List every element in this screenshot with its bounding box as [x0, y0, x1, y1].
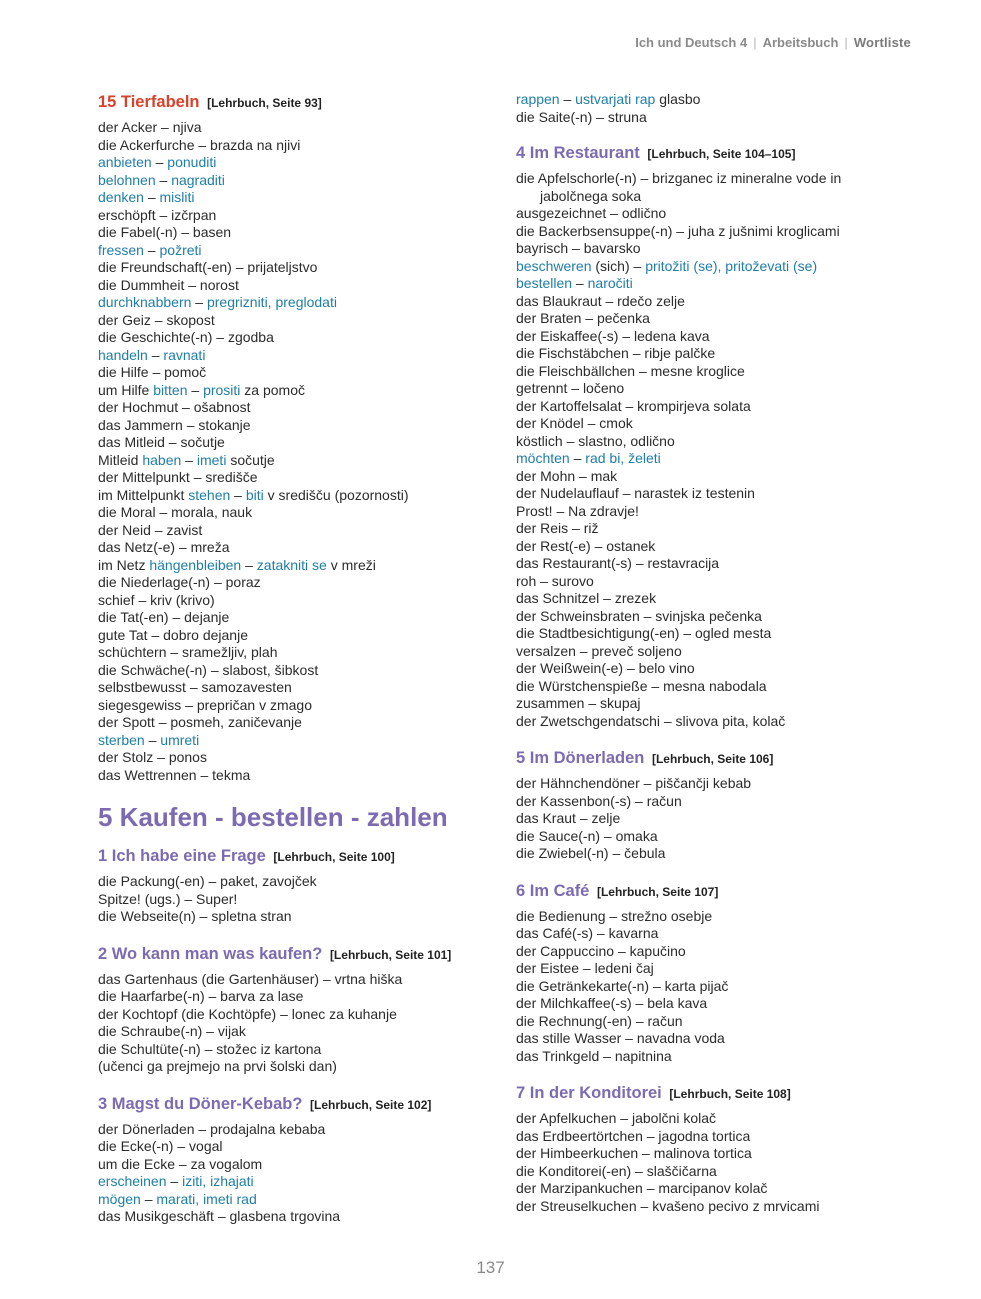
word-entry: die Dummheit – norost: [98, 276, 239, 293]
word-entry: das Schnitzel – zrezek: [516, 590, 657, 606]
word-entry: das Musikgeschäft – glasbena trgovina: [98, 1208, 341, 1224]
word-entry: [98, 172, 493, 190]
word-entry: selbstbewusst – samozavesten: [98, 679, 292, 695]
word-entry: die Zwiebel(-n) – čebula: [516, 845, 666, 861]
section-title-text: 5 Im Dönerladen: [516, 749, 645, 767]
section-title: [98, 1093, 493, 1116]
word-entry: gute Tat – dobro dejanje: [98, 626, 248, 643]
word-entry: erschöpft – izčrpan: [98, 206, 217, 223]
word-entry: (učenci ga prejmejo na prvi šolski dan): [98, 1058, 337, 1074]
header-section: Wortliste: [853, 35, 911, 50]
word-entry: [98, 382, 493, 400]
word-entry: der Hähnchendöner – piščančji kebab: [516, 775, 752, 791]
verb-highlight: fressen: [98, 241, 144, 258]
word-entry: die Haarfarbe(-n) – barva za lase: [98, 988, 304, 1004]
word-entry: [516, 450, 926, 468]
word-list: [516, 775, 926, 863]
word-entry: das Kraut – zelje: [516, 810, 621, 826]
verb-highlight: naročiti: [587, 275, 633, 291]
section-reference: [Lehrbuch, Seite 104–105]: [647, 147, 796, 161]
word-entry: [516, 275, 926, 293]
verb-highlight: hängenbleiben: [149, 556, 242, 573]
verb-highlight: požreti: [159, 241, 202, 258]
section-title-text: 3 Magst du Döner-Kebab?: [98, 1094, 303, 1113]
section-reference: [Lehrbuch, Seite 102]: [310, 1097, 432, 1112]
entry-text: –: [166, 1173, 183, 1189]
section-title-text: 2 Wo kann man was kaufen?: [98, 944, 323, 963]
word-entry: der Schweinsbraten – svinjska pečenka: [516, 607, 762, 624]
section-reference: [Lehrbuch, Seite 107]: [596, 884, 719, 899]
word-entry: [98, 189, 493, 207]
word-entry: [98, 487, 493, 505]
entry-text: v mreži: [326, 556, 376, 573]
entry-text: –: [143, 189, 160, 205]
word-entry: [98, 154, 493, 172]
header-part: Arbeitsbuch: [762, 35, 839, 50]
entry-text: –: [230, 486, 246, 503]
word-entry: der Braten – pečenka: [516, 310, 650, 326]
word-entry: die Schwäche(-n) – slabost, šibkost: [98, 661, 319, 678]
section-continued: [516, 91, 926, 126]
word-entry: der Apfelkuchen – jabolčni kolač: [516, 1110, 717, 1126]
word-entry: die Schultüte(-n) – stožec iz kartona: [98, 1040, 322, 1057]
word-entry: der Kochtopf (die Kochtöpfe) – lonec za kuhanje: [98, 1005, 397, 1022]
section-ich-habe-eine-frage: [98, 845, 493, 926]
word-entry: die Freundschaft(-en) – prijateljstvo: [98, 259, 318, 275]
word-entry: die Saite(-n) – struna: [516, 108, 647, 125]
verb-highlight: ravnati: [163, 346, 206, 363]
word-entry: das Café(-s) – kavarna: [516, 925, 659, 941]
word-entry: der Marzipankuchen – marcipanov kolač: [516, 1180, 768, 1196]
verb-highlight: ponuditi: [167, 154, 217, 170]
entry-text: –: [569, 450, 586, 466]
word-entry: die Fabel(-n) – basen: [98, 224, 232, 240]
entry-text: –: [241, 556, 257, 573]
entry-text: v središču (pozornosti): [263, 486, 409, 503]
word-entry: der Cappuccino – kapučino: [516, 942, 686, 959]
word-entry: die Packung(-en) – paket, zavojček: [98, 873, 317, 889]
section-title: [98, 943, 493, 966]
word-list: [98, 1121, 493, 1226]
verb-highlight: ustvarjati rap: [575, 91, 656, 107]
word-entry: [98, 347, 493, 365]
word-entry: schief – kriv (krivo): [98, 591, 215, 608]
entry-text-line: die Apfelschorle(-n) – brizganec iz mineralne vode in: [516, 170, 842, 186]
section-in-der-konditorei: [516, 1082, 926, 1215]
verb-highlight: haben: [142, 451, 182, 468]
verb-highlight: prositi: [203, 381, 241, 398]
entry-text: im Netz: [98, 556, 150, 573]
section-reference: [Lehrbuch, Seite 100]: [273, 850, 395, 864]
entry-text: glasbo: [655, 91, 701, 107]
verb-highlight: handeln: [98, 346, 148, 363]
word-entry: schüchtern – sramežljiv, plah: [98, 644, 278, 660]
word-entry: [516, 91, 926, 109]
verb-highlight: misliti: [159, 189, 195, 205]
word-entry: die Würstchenspieße – mesna nabodala: [516, 677, 767, 694]
word-entry: die Ecke(-n) – vogal: [98, 1138, 223, 1154]
word-entry: [98, 452, 493, 470]
verb-highlight: zatakniti se: [256, 556, 327, 573]
word-entry: das Trinkgeld – napitnina: [516, 1047, 672, 1064]
word-entry: der Reis – riž: [516, 520, 599, 536]
entry-text: sočutje: [226, 451, 275, 468]
word-entry: die Getränkekarte(-n) – karta pijač: [516, 977, 729, 994]
word-entry: der Zwetschgendatschi – slivova pita, kolač: [516, 712, 786, 729]
word-entry: der Himbeerkuchen – malinova tortica: [516, 1145, 752, 1161]
word-entry: die Konditorei(-en) – slaščičarna: [516, 1162, 717, 1179]
word-entry: zusammen – skupaj: [516, 695, 641, 711]
word-entry: die Backerbsensuppe(-n) – juha z jušnimi kroglicami: [516, 222, 840, 239]
verb-highlight: rappen: [516, 91, 560, 107]
entry-text: Mitleid: [98, 451, 143, 468]
verb-highlight: denken: [98, 189, 144, 205]
word-entry: der Weißwein(-e) – belo vino: [516, 660, 695, 676]
word-entry: der Mittelpunkt – središče: [98, 469, 258, 485]
verb-highlight: sterben: [98, 731, 145, 748]
verb-highlight: umreti: [160, 731, 200, 748]
word-entry: [516, 170, 926, 205]
word-list: [516, 1110, 926, 1215]
word-entry: der Stolz – ponos: [98, 749, 207, 765]
word-entry: die Moral – morala, nauk: [98, 504, 253, 520]
section-title: [516, 1082, 926, 1105]
section-title: [98, 91, 493, 114]
section-reference: [Lehrbuch, Seite 108]: [669, 1087, 791, 1101]
verb-highlight: anbieten: [98, 154, 152, 170]
section-reference: [Lehrbuch, Seite 106]: [651, 752, 774, 766]
word-entry: roh – surovo: [516, 572, 594, 589]
section-title-text: 15 Tierfabeln: [98, 93, 200, 111]
entry-text: –: [191, 294, 207, 310]
entry-text: im Mittelpunkt: [98, 486, 189, 503]
section-im-cafe: [516, 880, 926, 1066]
right-column: [516, 91, 926, 1232]
word-entry: das Erdbeertörtchen – jagodna tortica: [516, 1127, 751, 1144]
entry-text: –: [140, 1190, 157, 1207]
word-entry: der Acker – njiva: [98, 119, 202, 135]
word-list: [516, 170, 926, 730]
word-entry: die Schraube(-n) – vijak: [98, 1023, 246, 1039]
entry-text: (sich) –: [591, 257, 646, 274]
word-entry: der Eistee – ledeni čaj: [516, 960, 654, 976]
verb-highlight: möchten: [516, 450, 570, 466]
word-entry: der Hochmut – ošabnost: [98, 399, 251, 415]
word-entry: der Spott – posmeh, zaničevanje: [98, 714, 302, 730]
word-list: [516, 91, 926, 126]
word-entry: der Milchkaffee(-s) – bela kava: [516, 995, 708, 1011]
entry-text: –: [559, 91, 576, 107]
word-entry: der Mohn – mak: [516, 467, 618, 484]
word-list: [98, 119, 493, 784]
word-entry: siegesgewiss – prepričan v zmago: [98, 696, 312, 713]
word-list: [98, 971, 493, 1076]
word-entry: der Dönerladen – prodajalna kebaba: [98, 1120, 326, 1137]
entry-text: um Hilfe: [98, 381, 154, 398]
section-title-text: 7 In der Konditorei: [516, 1084, 662, 1102]
chapter-title: 5 Kaufen - bestellen - zahlen: [98, 802, 448, 832]
section-magst-du-doener-kebab: [98, 1093, 493, 1226]
verb-highlight: pritožiti (se), pritoževati (se): [645, 257, 818, 274]
verb-highlight: mögen: [98, 1190, 141, 1207]
verb-highlight: durchknabbern: [98, 294, 192, 310]
word-entry: der Kartoffelsalat – krompirjeva solata: [516, 397, 751, 414]
word-entry: Prost! – Na zdravje!: [516, 502, 639, 519]
entry-text: –: [572, 275, 588, 291]
section-title-text: 4 Im Restaurant: [516, 144, 640, 162]
verb-highlight: beschweren: [516, 257, 592, 274]
word-entry: das stille Wasser – navadna voda: [516, 1030, 725, 1046]
verb-highlight: pregrizniti, preglodati: [206, 294, 337, 310]
page-number: 137: [476, 1258, 505, 1277]
word-entry: Spitze! (ugs.) – Super!: [98, 890, 238, 907]
verb-highlight: nagraditi: [171, 171, 225, 188]
word-entry: die Geschichte(-n) – zgodba: [98, 329, 274, 345]
word-entry: die Fleischbällchen – mesne kroglice: [516, 362, 745, 379]
word-entry: getrennt – ločeno: [516, 380, 625, 396]
word-entry: das Restaurant(-s) – restavracija: [516, 555, 720, 571]
word-entry: der Nudelauflauf – narastek iz testenin: [516, 485, 755, 501]
section-title-text: 1 Ich habe eine Frage: [98, 847, 266, 865]
verb-highlight: marati, imeti rad: [156, 1190, 257, 1207]
word-entry: [98, 242, 493, 260]
word-entry: die Hilfe – pomoč: [98, 364, 207, 380]
word-entry: das Jammern – stokanje: [98, 416, 251, 433]
word-entry: der Streuselkuchen – kvašeno pecivo z mrvicami: [516, 1197, 820, 1214]
word-entry: [98, 557, 493, 575]
verb-highlight: biti: [245, 486, 264, 503]
word-entry: [98, 1191, 493, 1209]
section-title: [516, 142, 926, 165]
word-entry: köstlich – slastno, odlično: [516, 432, 675, 449]
word-entry: die Tat(-en) – dejanje: [98, 609, 230, 625]
verb-highlight: erscheinen: [98, 1173, 167, 1189]
word-entry: die Niederlage(-n) – poraz: [98, 574, 261, 590]
section-im-restaurant: [516, 142, 926, 730]
word-list: [98, 873, 493, 926]
word-entry: das Wettrennen – tekma: [98, 766, 251, 783]
word-entry: ausgezeichnet – odlično: [516, 205, 667, 221]
section-wo-kann-man-was-kaufen: [98, 943, 493, 1076]
entry-text: –: [144, 731, 161, 748]
verb-highlight: imeti: [196, 451, 227, 468]
entry-text: –: [147, 346, 164, 363]
word-entry: das Mitleid – sočutje: [98, 434, 225, 450]
header-book-title: Ich und Deutsch 4: [635, 35, 748, 50]
entry-text: –: [143, 241, 160, 258]
verb-highlight: belohnen: [98, 171, 156, 188]
word-entry: bayrisch – bavarsko: [516, 240, 641, 256]
word-entry: der Eiskaffee(-s) – ledena kava: [516, 327, 710, 344]
section-reference: [Lehrbuch, Seite 101]: [329, 947, 452, 962]
word-entry: die Webseite(n) – spletna stran: [98, 908, 292, 924]
word-entry: versalzen – preveč soljeno: [516, 642, 682, 659]
section-reference: [Lehrbuch, Seite 93]: [207, 96, 322, 110]
word-entry: das Gartenhaus (die Gartenhäuser) – vrtna hiška: [98, 970, 403, 987]
word-entry: die Sauce(-n) – omaka: [516, 827, 658, 844]
section-title: [98, 845, 493, 868]
section-title: [516, 880, 926, 903]
word-entry: das Blaukraut – rdečo zelje: [516, 292, 685, 309]
word-list: [516, 908, 926, 1066]
running-header: [635, 35, 911, 50]
section-title: [516, 747, 926, 770]
header-separator: |: [753, 35, 757, 50]
word-entry: der Knödel – cmok: [516, 415, 633, 431]
entry-text: –: [181, 451, 197, 468]
entry-text: –: [187, 381, 204, 398]
word-entry: [98, 1173, 493, 1191]
word-entry: die Ackerfurche – brazda na njivi: [98, 136, 301, 153]
word-entry: um die Ecke – za vogalom: [98, 1155, 263, 1172]
word-entry: die Bedienung – strežno osebje: [516, 907, 713, 924]
word-entry: das Netz(-e) – mreža: [98, 539, 230, 555]
entry-text: za pomoč: [240, 381, 306, 398]
verb-highlight: rad bi, želeti: [585, 450, 661, 466]
word-entry: der Geiz – skopost: [98, 311, 215, 328]
entry-text: –: [155, 171, 172, 188]
verb-highlight: bestellen: [516, 275, 573, 291]
word-entry: der Rest(-e) – ostanek: [516, 537, 656, 554]
verb-highlight: stehen: [188, 486, 231, 503]
entry-text: –: [151, 154, 168, 170]
section-title-text: 6 Im Café: [516, 881, 590, 900]
entry-text-line: jabolčnega soka: [540, 187, 642, 204]
word-entry: [98, 294, 493, 312]
word-entry: der Kassenbon(-s) – račun: [516, 792, 682, 809]
header-separator: |: [844, 35, 848, 50]
section-tierfabeln: [98, 91, 493, 784]
left-column: [98, 91, 493, 1243]
word-entry: der Neid – zavist: [98, 521, 203, 538]
word-entry: die Stadtbesichtigung(-en) – ogled mesta: [516, 625, 772, 641]
verb-highlight: bitten: [153, 381, 188, 398]
word-entry: die Rechnung(-en) – račun: [516, 1012, 683, 1029]
word-entry: [516, 258, 926, 276]
word-entry: die Fischstäbchen – ribje palčke: [516, 345, 716, 361]
word-entry: [98, 732, 493, 750]
verb-highlight: iziti, izhajati: [182, 1173, 254, 1189]
section-im-doenerladen: [516, 747, 926, 863]
